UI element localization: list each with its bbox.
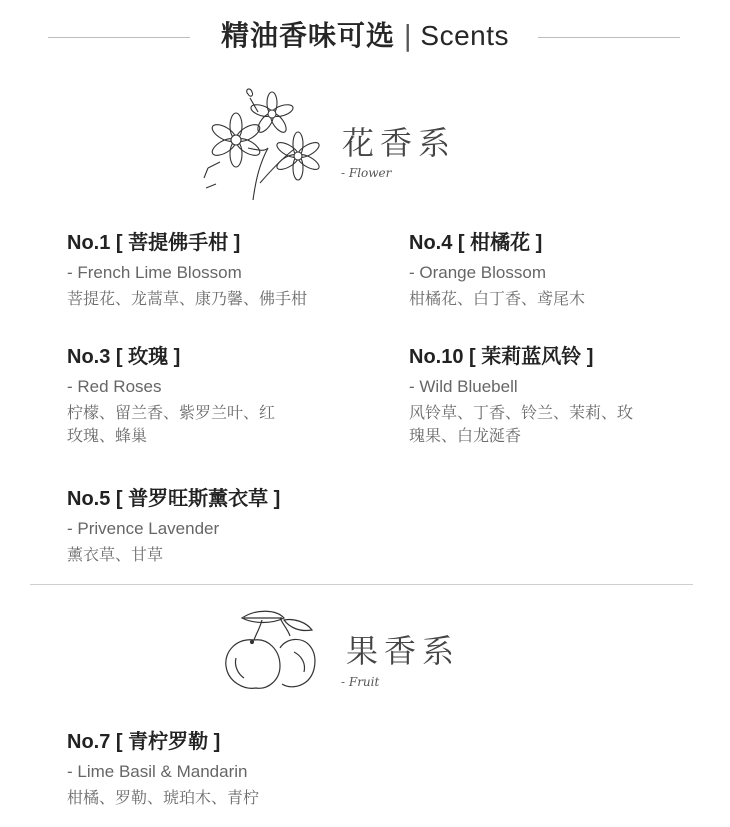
scent-name-en: - Red Roses bbox=[67, 377, 162, 396]
section-divider bbox=[30, 584, 693, 585]
scent-notes: 风铃草、丁香、铃兰、茉莉、玫瑰果、白龙涎香 bbox=[409, 403, 634, 445]
page-title-en: Scents bbox=[420, 20, 510, 51]
scent-title: No.5 [ 普罗旺斯薰衣草 ] bbox=[67, 488, 281, 510]
fruit-section-subtitle: - Fruit bbox=[341, 675, 380, 689]
page-title bbox=[0, 14, 730, 54]
scent-name-en: - Lime Basil & Mandarin bbox=[67, 762, 248, 781]
page-title-cn: 精油香味可选 bbox=[220, 19, 395, 52]
flower-illustration-icon bbox=[198, 88, 328, 203]
scent-notes: 菩提花、龙蒿草、康乃馨、佛手柑 bbox=[67, 289, 308, 308]
scent-item bbox=[409, 340, 641, 447]
scent-item bbox=[67, 340, 282, 447]
scent-item bbox=[409, 226, 689, 310]
scent-item bbox=[67, 226, 347, 310]
scent-item bbox=[67, 725, 347, 809]
scent-title: No.10 [ 茉莉蓝风铃 ] bbox=[409, 346, 594, 368]
scent-title: No.4 [ 柑橘花 ] bbox=[409, 232, 543, 254]
scent-name-en: - Privence Lavender bbox=[67, 519, 220, 538]
title-separator: | bbox=[402, 19, 413, 52]
scent-name-en: - Wild Bluebell bbox=[409, 377, 518, 396]
scent-name-en: - Orange Blossom bbox=[409, 263, 546, 282]
flower-section-subtitle: - Flower bbox=[341, 166, 392, 180]
scent-item bbox=[67, 482, 347, 566]
flower-section-title: 花香系 bbox=[342, 124, 457, 162]
scent-notes: 柑橘、罗勒、琥珀木、青柠 bbox=[67, 788, 260, 807]
scent-title: No.1 [ 菩提佛手柑 ] bbox=[67, 232, 241, 254]
scent-title: No.7 [ 青柠罗勒 ] bbox=[67, 731, 221, 753]
scent-notes: 柠檬、留兰香、紫罗兰叶、红玫瑰、蜂巢 bbox=[67, 403, 276, 445]
scent-title: No.3 [ 玫瑰 ] bbox=[67, 346, 181, 368]
fruit-illustration-icon bbox=[222, 608, 322, 693]
fruit-section-title: 果香系 bbox=[346, 632, 461, 670]
scent-notes: 薰衣草、甘草 bbox=[67, 545, 164, 564]
scent-name-en: - French Lime Blossom bbox=[67, 263, 242, 282]
scent-notes: 柑橘花、白丁香、鸢尾木 bbox=[409, 289, 586, 308]
